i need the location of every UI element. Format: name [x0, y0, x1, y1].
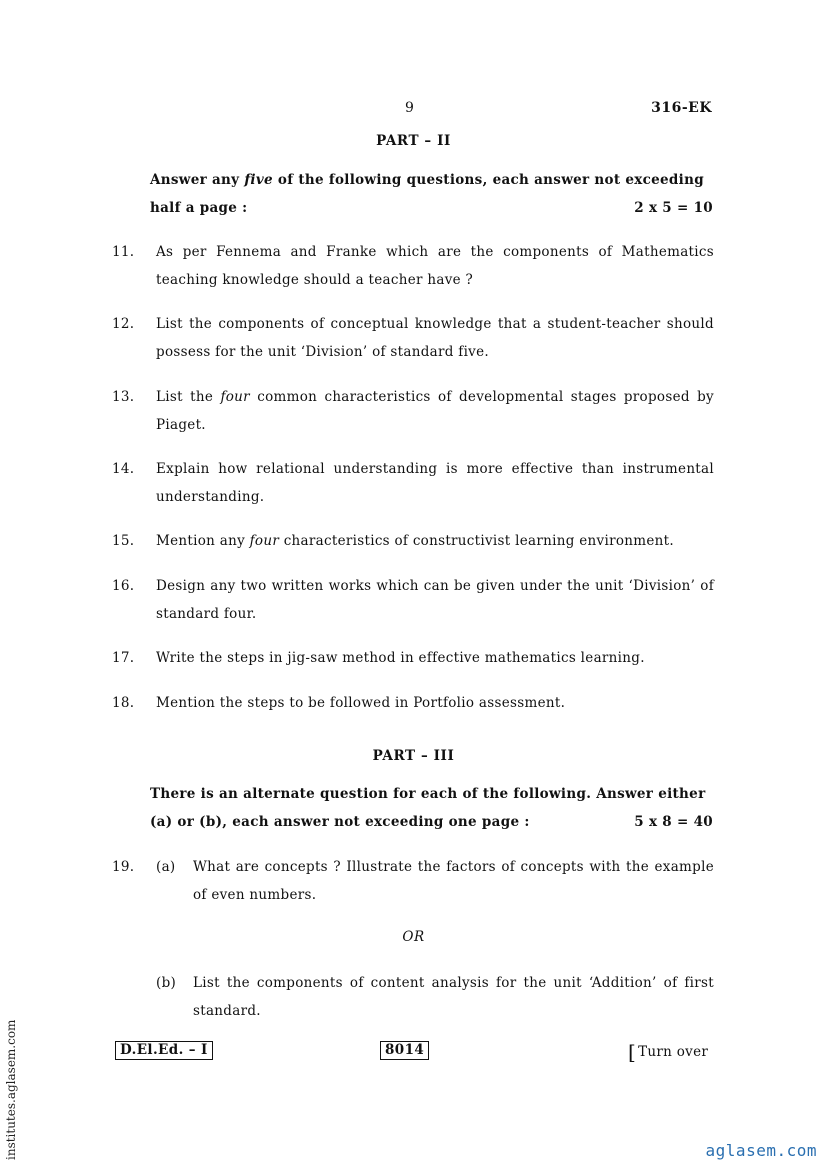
question-number: 19. — [112, 859, 135, 875]
question-text: List the components of content analysis for the unit ‘Addition’ of first standard. — [193, 975, 714, 1019]
option-label-a: (a) — [156, 859, 176, 875]
question-number: 14. — [112, 461, 135, 477]
question-18 — [112, 689, 714, 717]
question-19a — [112, 853, 714, 909]
question-number: 16. — [112, 578, 135, 594]
page-number: 9 — [405, 100, 414, 116]
question-number: 13. — [112, 389, 135, 405]
question-14 — [112, 455, 714, 511]
question-text: As per Fennema and Franke which are the components of Mathematics teaching knowledge should a teacher have ? — [156, 244, 714, 288]
instruction-line-2: half a page : — [150, 200, 248, 216]
question-13 — [112, 383, 714, 439]
part-ii-title: PART – II — [376, 133, 451, 149]
question-15 — [112, 527, 714, 555]
brand-watermark: aglasem.com — [705, 1141, 817, 1160]
question-17 — [112, 644, 714, 672]
instruction-line-2: (a) or (b), each answer not exceeding one page : — [150, 814, 530, 830]
question-16 — [112, 572, 714, 628]
course-label: D.El.Ed. – I — [115, 1041, 213, 1060]
option-label-b: (b) — [156, 975, 177, 991]
question-number: 17. — [112, 650, 135, 666]
exam-code: 8014 — [380, 1041, 429, 1060]
side-watermark: institutes.aglasem.com — [4, 1019, 18, 1160]
part-iii-marks: 5 x 8 = 40 — [634, 814, 713, 830]
turn-over: [ Turn over — [628, 1040, 709, 1064]
part-iii-instructions — [150, 780, 713, 836]
question-12 — [112, 310, 714, 366]
question-text: List the components of conceptual knowledge that a student-teacher should possess for the unit ‘Division’ of standard five. — [156, 316, 714, 360]
part-ii-marks: 2 x 5 = 10 — [634, 200, 713, 216]
question-text: What are concepts ? Illustrate the factors of concepts with the example of even numbers. — [193, 859, 714, 903]
question-19b — [112, 969, 714, 1025]
question-text: Mention the steps to be followed in Portfolio assessment. — [156, 695, 566, 711]
question-text: List the four common characteristics of developmental stages proposed by Piaget. — [156, 389, 714, 433]
question-text: Mention any four characteristics of constructivist learning environment. — [156, 533, 674, 549]
question-text: Design any two written works which can be given under the unit ‘Division’ of standard four. — [156, 578, 714, 622]
instruction-line-1: There is an alternate question for each of the following. Answer either — [150, 786, 706, 802]
question-number: 12. — [112, 316, 135, 332]
part-ii-instructions — [150, 166, 713, 222]
paper-code: 316-EK — [651, 100, 712, 116]
question-number: 18. — [112, 695, 135, 711]
question-11 — [112, 238, 714, 294]
question-text: Write the steps in jig-saw method in effective mathematics learning. — [156, 650, 645, 666]
question-number: 11. — [112, 244, 135, 260]
question-text: Explain how relational understanding is more effective than instrumental understanding. — [156, 461, 714, 505]
part-iii-title: PART – III — [372, 748, 455, 764]
instruction-line-1: Answer any five of the following questions, each answer not exceeding — [150, 172, 704, 188]
or-divider: OR — [402, 929, 425, 945]
question-number: 15. — [112, 533, 135, 549]
